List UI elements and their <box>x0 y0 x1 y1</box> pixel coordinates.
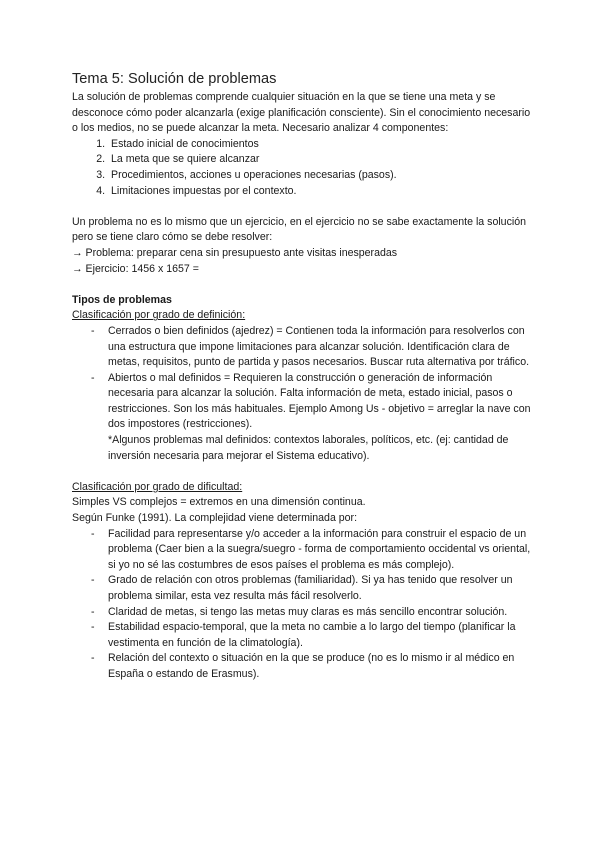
document-page <box>72 70 534 683</box>
definition-list <box>72 324 534 464</box>
spacer <box>72 464 534 480</box>
list-item: 2. La meta que se quiere alcanzar <box>108 152 534 168</box>
list-item: - Estabilidad espacio-temporal, que la meta no cambie a lo largo del tiempo (planificar la vestimenta en función de la climatología). <box>72 620 534 651</box>
list-item: 3. Procedimientos, acciones u operaciones necesarias (pasos). <box>108 168 534 184</box>
list-item: 4. Limitaciones impuestas por el contexto. <box>108 184 534 200</box>
spacer <box>72 277 534 293</box>
list-item: - Grado de relación con otros problemas (familiaridad). Si ya has tenido que resolver un problema similar, esta vez resulta más fácil resolverlo. <box>72 573 534 604</box>
definition-closed-text: Cerrados o bien definidos (ajedrez) = Contienen toda la información para resolverlos con una estructura que impone limitaciones para alcanzar solución. Identificación clara de metas, requisitos, punto de partida y pasos necesarios. Buscar ruta alternativa por tráfico. <box>108 324 530 369</box>
definition-heading: Clasificación por grado de definición: <box>72 309 246 322</box>
difficulty-line-2: Según Funke (1991). La complejidad viene determinada por: <box>72 512 358 525</box>
definition-open-text: Abiertos o mal definidos = Requieren la construcción o generación de información necesaria para alcanzar la solución. Falta información de meta, estado inicial, pasos o restricciones. Son los más habituales. Ejemplo Among Us - objetivo = arreglar la nave con dos impostores (restricciones). <box>108 371 531 431</box>
difficulty-list <box>72 527 534 683</box>
list-item: - Facilidad para representarse y/o acceder a la información para construir el espacio de un problema (Caer bien a la suegra/suegro - forma de comportamiento occidental vs oriental, si yo no sé las costumbres de esos países el problema es más complejo). <box>72 527 534 574</box>
list-item: - Claridad de metas, si tengo las metas muy claras es más sencillo encontrar solución. <box>72 605 534 621</box>
example-exercise: → Ejercicio: 1456 x 1657 = <box>72 262 199 275</box>
components-list <box>72 137 534 199</box>
definition-open-note: *Algunos problemas mal definidos: contextos laborales, políticos, etc. (ej: cantidad de inversión necesaria para mejorar el Sistema educativo). <box>108 434 509 462</box>
intro-paragraph: La solución de problemas comprende cualquier situación en la que se tiene una meta y se desconoce cómo poder alcanzarla (exige planificación consciente). Sin el conocimiento necesario o los medios, no se puede alcanzar la meta. Necesario analizar 4 componentes: <box>72 91 531 135</box>
difficulty-heading: Clasificación por grado de dificultad: <box>72 480 243 493</box>
page-title: Tema 5: Solución de problemas <box>72 71 277 87</box>
difficulty-line-1: Simples VS complejos = extremos en una dimensión continua. <box>72 496 366 509</box>
example-problem: → Problema: preparar cena sin presupuesto ante visitas inesperadas <box>72 246 398 259</box>
list-item: 1. Estado inicial de conocimientos <box>108 137 534 153</box>
list-item: - Relación del contexto o situación en la que se produce (no es lo mismo ir al médico en España o estando de Erasmus). <box>72 651 534 682</box>
exercise-paragraph: Un problema no es lo mismo que un ejercicio, en el ejercicio no se sabe exactamente la solución pero se tiene claro cómo se debe resolver: <box>72 215 527 244</box>
list-item <box>72 324 534 371</box>
spacer <box>72 199 534 215</box>
types-heading: Tipos de problemas <box>72 293 172 306</box>
list-item <box>72 371 534 465</box>
